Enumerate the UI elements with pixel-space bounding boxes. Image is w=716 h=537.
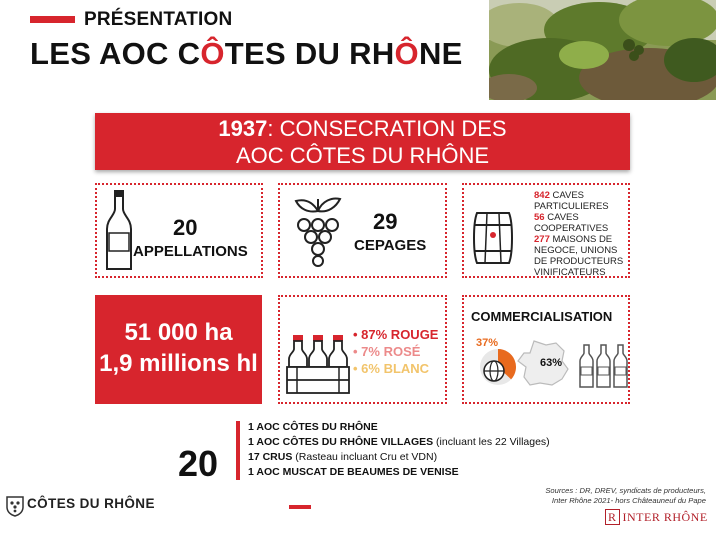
- france-percent: 63%: [540, 357, 563, 369]
- surface-value: 51 000 ha: [124, 319, 233, 346]
- cotes-du-rhone-logo-icon: [6, 495, 24, 517]
- barrel-icon: [471, 209, 515, 267]
- caves-list: [534, 190, 630, 278]
- headline-banner: 1937: CONSECRATION DES AOC CÔTES DU RHÔNE: [95, 113, 630, 170]
- aoc-list-item: 1 AOC MUSCAT DE BEAUMES DE VENISE: [248, 466, 459, 478]
- page-title: LES AOC CÔTES DU RHÔNE: [30, 36, 463, 71]
- wine-bottle-icon: [105, 189, 133, 273]
- export-percent: 37%: [476, 337, 499, 349]
- wine-colors-list: [353, 326, 438, 377]
- cepages-card: [278, 183, 447, 278]
- section-kicker: PRÉSENTATION: [84, 9, 233, 30]
- appellations-card: [95, 183, 263, 278]
- bottles-icon: [578, 343, 630, 389]
- commercialisation-title: COMMERCIALISATION: [471, 309, 613, 324]
- aoc-list-item: 1 AOC CÔTES DU RHÔNE VILLAGES (incluant les 22 Villages): [248, 436, 550, 448]
- vineyard-photo: [489, 0, 716, 100]
- aoc-list-bar: [236, 421, 240, 480]
- caves-item: 56 CAVES COOPERATIVES: [534, 212, 609, 234]
- footer-dash: [289, 505, 311, 509]
- cepages-number: 29: [373, 209, 398, 234]
- aoc-list: [248, 420, 550, 480]
- wine-colors-card: [278, 295, 447, 404]
- caves-card: [462, 183, 630, 278]
- volume-value: 1,9 millions hl: [99, 350, 258, 377]
- surface-volume-card: [95, 295, 262, 404]
- cotes-du-rhone-logo: CÔTES DU RHÔNE: [27, 496, 155, 511]
- aoc-list-item: 1 AOC CÔTES DU RHÔNE: [248, 421, 378, 433]
- color-rouge: • 87% ROUGE: [353, 327, 439, 342]
- appellations-label: APPELLATIONS: [133, 243, 248, 260]
- grapes-icon: [286, 191, 350, 271]
- wine-crate-icon: [285, 325, 351, 397]
- sources-note: Sources : DR, DREV, syndicats de producteurs, Inter Rhône 2021- hors Châteauneuf du Pape: [545, 486, 706, 505]
- appellations-number: 20: [173, 215, 198, 240]
- caves-item: 842 CAVES PARTICULIERES: [534, 190, 609, 212]
- color-rose: • 7% ROSÉ: [353, 344, 421, 359]
- color-blanc: • 6% BLANC: [353, 361, 430, 376]
- kicker-bar: [30, 16, 75, 23]
- caves-item: 277 MAISONS DE NEGOCE, UNIONS DE PRODUCTEURS VINIFICATEURS: [534, 234, 624, 278]
- aoc-total-number: 20: [178, 443, 219, 484]
- cepages-label: CEPAGES: [354, 237, 427, 254]
- inter-rhone-logo: R INTER RHÔNE: [605, 510, 708, 525]
- commercialisation-card: [462, 295, 630, 404]
- aoc-list-item: 17 CRUS (Rasteau incluant Cru et VDN): [248, 451, 438, 463]
